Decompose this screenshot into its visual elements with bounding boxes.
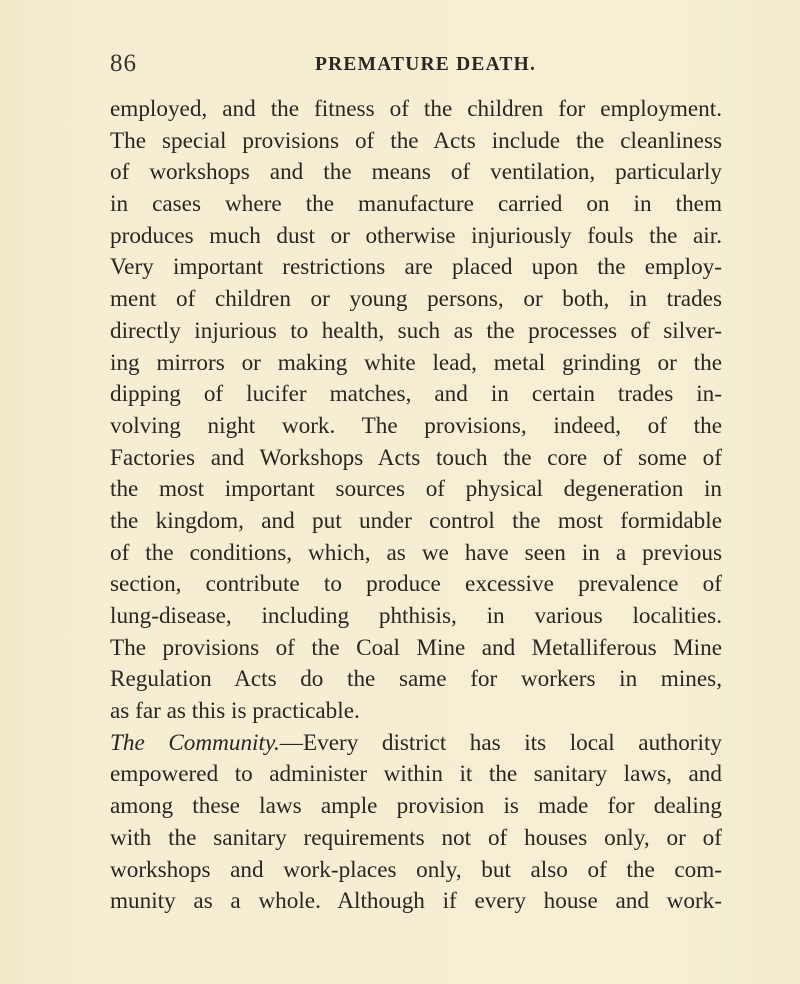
- text-line: The special provisions of the Acts include the cleanliness: [110, 127, 722, 154]
- text-line: Factories and Workshops Acts touch the core of some of: [110, 444, 722, 471]
- page-header: [110, 50, 730, 84]
- section-heading: The Community.: [110, 729, 280, 756]
- text-line: dipping of lucifer matches, and in certain trades in-: [110, 381, 722, 408]
- text-line: directly injurious to health, such as the processes of silver-: [110, 317, 722, 344]
- running-head: PREMATURE DEATH.: [315, 54, 537, 75]
- text-line: in cases where the manufacture carried on in them: [110, 191, 722, 218]
- text-line: volving night work. The provisions, indeed, of the: [110, 412, 722, 439]
- text-line: workshops and work-places only, but also of the com-: [110, 856, 722, 883]
- text-line: with the sanitary requirements not of houses only, or of: [110, 824, 722, 851]
- text-line: ing mirrors or making white lead, metal grinding or the: [110, 349, 722, 376]
- page-number: 86: [110, 50, 137, 77]
- text-line: among these laws ample provision is made for dealing: [110, 793, 722, 820]
- text-line: lung-disease, including phthisis, in various localities.: [110, 603, 722, 629]
- text-line: Very important restrictions are placed upon the employ-: [110, 254, 722, 281]
- text-line: ment of children or young persons, or both, in trades: [110, 286, 722, 313]
- section-first-line-text: —Every district has its local authority: [279, 729, 722, 756]
- text-line: Regulation Acts do the same for workers in mines,: [110, 666, 722, 693]
- text-line: as far as this is practicable.: [110, 698, 360, 725]
- text-line: of the conditions, which, as we have seen in a previous: [110, 539, 722, 566]
- text-line: section, contribute to produce excessive prevalence of: [110, 571, 722, 598]
- text-line: the most important sources of physical degeneration in: [110, 476, 722, 503]
- section-first-line: [110, 728, 722, 760]
- text-line: The provisions of the Coal Mine and Metalliferous Mine: [110, 634, 722, 661]
- text-line: empowered to administer within it the sanitary laws, and: [110, 761, 722, 788]
- text-line: munity as a whole. Although if every house and work-: [110, 888, 722, 915]
- body-text: [110, 94, 722, 918]
- text-line: of workshops and the means of ventilation, particularly: [110, 159, 722, 186]
- text-line: employed, and the fitness of the children for employment.: [110, 96, 722, 122]
- text-line: produces much dust or otherwise injuriously fouls the air.: [110, 222, 722, 249]
- text-line: the kingdom, and put under control the most formidable: [110, 507, 722, 534]
